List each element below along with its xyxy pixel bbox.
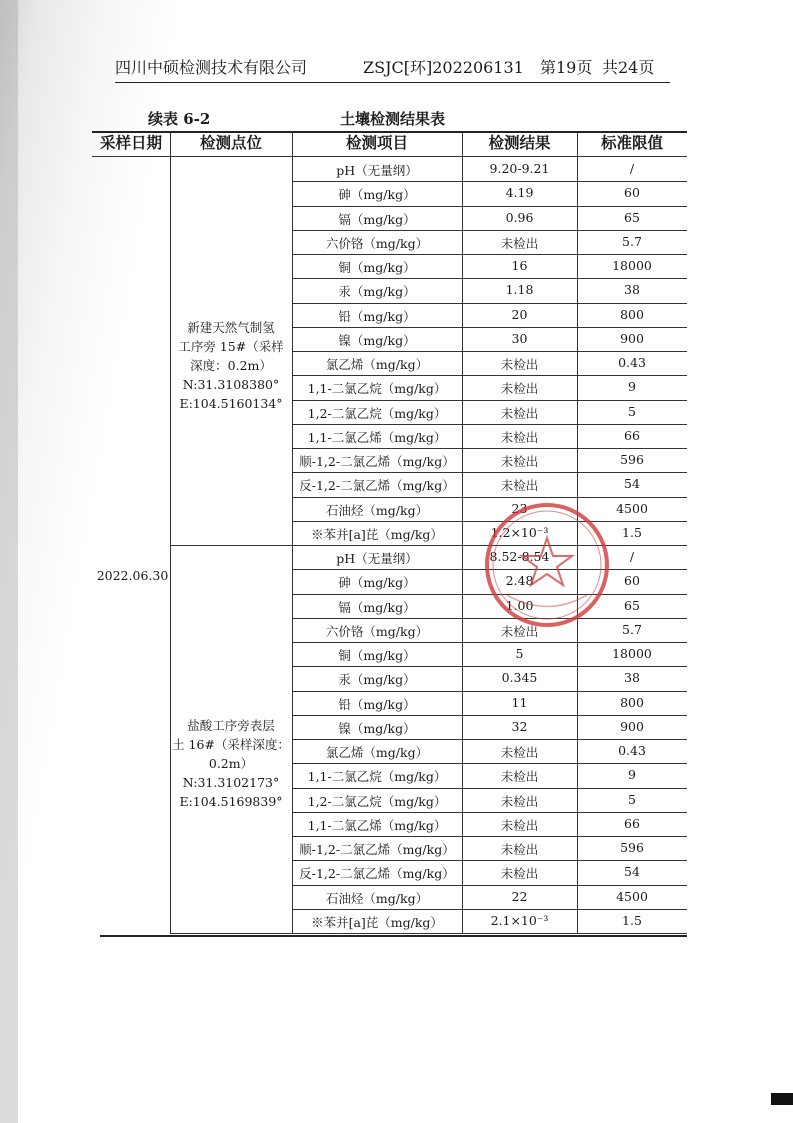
test-item: 汞（mg/kg） [338,672,416,688]
table-rule [292,230,687,231]
test-item: 镉（mg/kg） [338,211,416,227]
standard-limit: 5.7 [622,233,642,249]
test-item: 1,1-二氯乙烷（mg/kg） [307,769,447,785]
standard-limit: 66 [624,427,640,443]
standard-limit: 60 [624,185,640,201]
table-rule [292,909,687,910]
table-rule [292,327,687,328]
test-item: 1,2-二氯乙烷（mg/kg） [307,405,447,421]
table-rule [292,691,687,692]
test-item: 反-1,2-二氯乙烯（mg/kg） [299,478,455,494]
test-result: 未检出 [500,454,539,469]
test-item: 1,1-二氯乙烷（mg/kg） [307,381,447,397]
standard-limit: 18000 [612,646,652,661]
test-item: 石油烃（mg/kg） [325,890,429,906]
test-item: 反-1,2-二氯乙烯（mg/kg） [299,866,455,882]
standard-limit: 9 [628,379,636,395]
test-result: 0.345 [501,670,538,686]
test-item: 铅（mg/kg） [338,696,416,712]
standard-limit: 18000 [612,258,652,273]
standard-limit: 65 [624,209,640,225]
test-item: 砷（mg/kg） [338,575,416,591]
test-result: 1.2×10⁻³ [490,524,549,540]
table-rule [292,642,687,643]
table-rule [170,933,292,934]
location-line: 0.2m） [208,756,254,771]
table-rule [292,303,687,304]
standard-limit: 66 [624,815,640,831]
table-rule [292,351,687,352]
test-item: 1,2-二氯乙烷（mg/kg） [307,793,447,809]
standard-limit: 5 [628,403,636,419]
test-item: ※苯并[a]芘（mg/kg） [311,914,443,930]
test-item: pH（无量纲） [336,551,418,566]
test-item: 六价铬（mg/kg） [325,235,429,251]
location-15 [172,318,290,413]
test-item: ※苯并[a]芘（mg/kg） [311,526,443,542]
col-header-date: 采样日期 [99,133,162,152]
table-rule [292,836,687,837]
table-rule [292,885,687,886]
test-result: 未检出 [500,842,539,857]
standard-limit: / [629,549,635,564]
test-item: 砷（mg/kg） [338,187,416,203]
test-result: 22 [511,888,528,904]
standard-limit: 54 [624,864,640,880]
table-rule [292,860,687,861]
standard-limit: 9 [628,767,636,783]
standard-limit: 4500 [616,888,648,904]
table-rule [292,181,687,182]
table-rule [292,715,687,716]
test-result: 未检出 [500,769,539,785]
table-rule [292,206,687,207]
standard-limit: 54 [624,476,640,492]
test-result: 23 [511,500,528,516]
table-rule [92,156,687,157]
table-rule [292,763,687,764]
location-line: 土 16#（采样深度： [172,737,290,752]
table-rule [292,788,687,789]
sampling-date: 2022.06.30 [96,568,169,583]
table-rule [292,375,687,376]
table-rule [292,424,687,425]
table-rule [292,812,687,813]
test-result: 0.96 [505,209,534,225]
col-header-limit: 标准限值 [600,133,663,152]
table-rule [292,254,687,255]
table-rule [100,935,687,937]
standard-limit: 800 [620,694,644,710]
report-number: ZSJC[环]202206131 [363,58,524,77]
table-rule [292,472,687,473]
test-item: 汞（mg/kg） [338,284,416,300]
test-result: 20 [511,306,528,322]
test-result: 未检出 [500,429,539,445]
col-header-location: 检测点位 [199,133,262,152]
location-line: E:104.5169839° [179,794,283,809]
table-rule [292,739,687,740]
company-seal-stamp [482,500,612,630]
table-rule [292,278,687,279]
company-name: 四川中硕检测技术有限公司 [115,58,308,77]
test-result: 30 [511,330,528,346]
col-header-item: 检测项目 [345,133,408,152]
location-line: N:31.3108380° [182,377,280,392]
test-item: 铜（mg/kg） [338,648,416,663]
standard-limit: 38 [624,282,640,298]
test-result: 未检出 [500,817,539,833]
test-result: 16 [511,258,528,273]
standard-limit: 800 [620,306,644,322]
test-item: 顺-1,2-二氯乙烯（mg/kg） [299,842,455,857]
table-rule [292,666,687,667]
test-result: 未检出 [500,866,539,882]
table-column-rule [170,131,171,933]
standard-limit: 900 [620,330,644,346]
test-result: 未检出 [500,405,539,421]
test-result: 1.18 [505,282,534,298]
test-item: 氯乙烯（mg/kg） [325,745,429,760]
test-result: 4.19 [505,185,534,201]
standard-limit: / [629,161,635,176]
table-title: 土壤检测结果表 [340,110,446,128]
standard-limit: 5 [628,791,636,807]
test-result: 5 [515,646,524,661]
test-item: 镍（mg/kg） [338,332,416,348]
standard-limit: 4500 [616,500,648,516]
test-result: 11 [511,694,528,710]
test-item: 氯乙烯（mg/kg） [325,357,429,372]
test-item: 1,1-二氯乙烯（mg/kg） [307,817,447,833]
location-line: 新建天然气制氢 [187,320,275,335]
test-item: 顺-1,2-二氯乙烯（mg/kg） [299,454,455,469]
standard-limit: 1.5 [622,524,642,540]
test-result: 未检出 [500,745,539,760]
test-item: 石油烃（mg/kg） [325,502,429,518]
test-item: 镍（mg/kg） [338,720,416,736]
test-result: 未检出 [500,381,539,397]
table-rule [292,497,687,498]
table-rule [292,400,687,401]
test-result: 1.00 [505,597,534,613]
test-result: 未检出 [500,623,539,639]
test-item: 铜（mg/kg） [338,260,416,275]
location-line: N:31.3102173° [182,775,280,790]
test-item: 六价铬（mg/kg） [325,623,429,639]
location-16 [172,716,290,811]
test-item: pH（无量纲） [336,163,418,178]
standard-limit: 596 [620,452,644,467]
standard-limit: 0.43 [618,355,646,370]
test-result: 32 [511,718,528,734]
test-item: 镉（mg/kg） [338,599,416,615]
page-number: 第19页 [540,58,593,77]
test-result: 未检出 [500,357,539,372]
test-result: 9.20-9.21 [489,161,550,176]
standard-limit: 0.43 [618,743,646,758]
standard-limit: 5.7 [622,621,642,637]
test-result: 未检出 [500,478,539,494]
table-rule [292,448,687,449]
test-item: 1,1-二氯乙烯（mg/kg） [307,429,447,445]
location-line: E:104.5160134° [179,396,283,411]
test-result: 2.48 [505,573,534,589]
standard-limit: 900 [620,718,644,734]
scan-corner-mark [771,1093,793,1105]
test-result: 2.1×10⁻³ [490,912,549,928]
test-result: 8.52-8.54 [489,549,550,564]
table-rule [92,131,687,133]
test-result: 未检出 [500,793,539,809]
location-line: 工序旁 15#（采样 [178,339,284,354]
standard-limit: 60 [624,573,640,589]
standard-limit: 596 [620,840,644,855]
table-continuation-label: 续表 6-2 [148,110,211,128]
table-rule [292,933,687,934]
test-result: 未检出 [500,235,539,251]
table-rule [170,545,292,546]
standard-limit: 1.5 [622,912,642,928]
location-line: 盐酸工序旁表层 [187,718,275,733]
standard-limit: 38 [624,670,640,686]
location-line: 深度：0.2m） [190,358,272,373]
test-item: 铅（mg/kg） [338,308,416,324]
page-total: 共24页 [602,58,655,77]
standard-limit: 65 [624,597,640,613]
col-header-result: 检测结果 [488,133,551,152]
